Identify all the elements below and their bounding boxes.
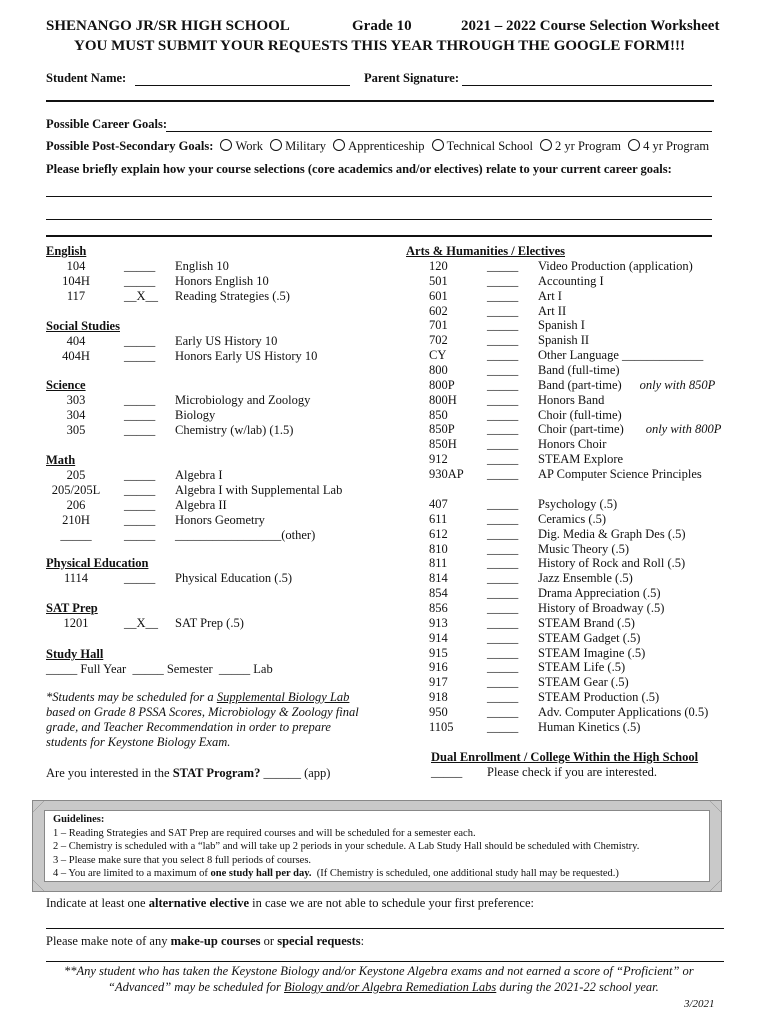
selection-mark[interactable]: __X__ xyxy=(124,616,159,630)
course-name: Other Language _____________ xyxy=(538,348,704,363)
course-name: Honors Band xyxy=(538,392,605,407)
stat-question[interactable] xyxy=(46,766,330,781)
selection-mark[interactable]: _____ xyxy=(487,362,519,377)
course-name: Art II xyxy=(538,303,567,318)
selection-mark[interactable]: _____ xyxy=(487,452,519,467)
course-name: Algebra I with Supplemental Lab xyxy=(175,483,343,497)
course-row xyxy=(0,586,770,601)
course-code: 800H xyxy=(429,392,457,407)
selection-mark[interactable]: _____ xyxy=(124,349,156,363)
course-row xyxy=(0,452,770,467)
course-row xyxy=(0,274,770,289)
course-row xyxy=(0,556,770,571)
selection-mark[interactable]: _____ xyxy=(487,259,519,273)
stat-post: ______ (app) xyxy=(260,766,331,780)
course-name: Ceramics (.5) xyxy=(538,511,607,526)
note-link: Supplemental Biology Lab xyxy=(216,690,350,704)
radio-2yr-program[interactable] xyxy=(540,139,552,151)
course-code: 303 xyxy=(66,393,86,407)
course-code: 913 xyxy=(429,615,448,630)
course-name: Spanish II xyxy=(538,333,590,348)
submit-notice: YOU MUST SUBMIT YOUR REQUESTS THIS YEAR THROUGH THE GOOGLE FORM!!! xyxy=(74,38,685,54)
study-hall-options[interactable]: _____ Full Year _____ Semester _____ Lab xyxy=(46,662,273,676)
selection-mark[interactable]: _____ xyxy=(124,274,156,288)
course-name: SAT Prep (.5) xyxy=(175,616,244,630)
selection-mark[interactable]: _____ xyxy=(487,660,519,675)
note-post: based on Grade 8 PSSA Scores, Microbiology & Zoology final grade, and Teacher Recommendation in order to prepare students for Keystone Biology Exam. xyxy=(46,705,359,749)
course-name: Honors Choir xyxy=(538,437,607,452)
course-code: 404H xyxy=(62,349,90,363)
science-section-title: Science xyxy=(46,378,86,392)
option-military: Military xyxy=(285,139,327,153)
selection-mark[interactable]: _____ xyxy=(124,498,156,512)
course-code: 914 xyxy=(429,630,448,645)
course-name: Drama Appreciation (.5) xyxy=(538,586,661,601)
course-name: History of Broadway (.5) xyxy=(538,600,665,615)
course-row xyxy=(0,571,770,586)
selection-mark[interactable]: _____ xyxy=(124,259,156,273)
guidelines-title: Guidelines: xyxy=(53,814,105,825)
course-row xyxy=(0,720,770,735)
course-code: 915 xyxy=(429,645,448,660)
guidelines-box xyxy=(32,800,722,892)
course-code: 104 xyxy=(66,259,86,273)
sat-section-title: SAT Prep xyxy=(46,601,98,615)
radio-technical-school[interactable] xyxy=(432,139,444,151)
selection-mark[interactable]: _____ xyxy=(124,393,156,407)
course-code: 702 xyxy=(429,333,448,348)
keystone-note-1: **Any student who has taken the Keystone Biology and/or Keystone Algebra exams and not earned a score of “Proficient” or xyxy=(64,964,694,978)
selection-mark[interactable]: _____ xyxy=(487,437,519,452)
course-row xyxy=(0,646,770,661)
course-row xyxy=(0,378,770,393)
course-code: 404 xyxy=(66,334,86,348)
course-code: 304 xyxy=(66,408,86,422)
selection-mark[interactable]: _____ xyxy=(487,348,519,363)
course-name: STEAM Gadget (.5) xyxy=(538,630,641,645)
course-name: Accounting I xyxy=(538,273,604,288)
alternative-elective-prompt: Indicate at least one alternative elective in case we are not able to schedule your first preference: xyxy=(46,896,534,910)
keystone-note-2: “Advanced” may be scheduled for Biology and/or Algebra Remediation Labs during the 2021-22 school year. xyxy=(108,980,659,994)
course-name: Early US History 10 xyxy=(175,334,278,348)
option-4yr-program: 4 yr Program xyxy=(643,139,710,153)
selection-mark[interactable]: _____ xyxy=(487,719,519,734)
alternative-elective-field[interactable] xyxy=(46,928,724,929)
math-section-title: Math xyxy=(46,453,76,467)
pe-section-title: Physical Education xyxy=(46,556,149,570)
course-code: 1201 xyxy=(63,616,89,630)
selection-mark[interactable]: _____ xyxy=(487,600,519,615)
course-name: _________________(other) xyxy=(175,528,316,542)
course-row xyxy=(0,363,770,378)
course-name: Algebra I xyxy=(175,468,223,482)
course-name: AP Computer Science Principles xyxy=(538,466,702,481)
course-row xyxy=(0,422,770,437)
dual-mark[interactable]: _____ xyxy=(431,765,463,779)
english-section-title: English xyxy=(46,244,87,258)
course-code: 120 xyxy=(429,259,448,273)
selection-mark[interactable]: _____ xyxy=(487,377,519,392)
radio-work[interactable] xyxy=(220,139,232,151)
career-goals-field[interactable] xyxy=(166,131,712,132)
course-name: STEAM Production (.5) xyxy=(538,690,660,705)
course-row xyxy=(0,616,770,631)
selection-mark[interactable]: _____ xyxy=(124,513,156,527)
post-secondary-row xyxy=(46,139,709,154)
course-code: 104H xyxy=(62,274,90,288)
option-technical-school: Technical School xyxy=(446,139,533,153)
student-name-label: Student Name: xyxy=(46,71,127,85)
course-code: 856 xyxy=(429,600,448,615)
course-row xyxy=(0,333,770,348)
selection-mark[interactable]: _____ xyxy=(487,273,519,288)
course-name: Music Theory (.5) xyxy=(538,541,630,556)
divider xyxy=(46,100,714,102)
guideline-item: 4 – You are limited to a maximum of one study hall per day. (If Chemistry is scheduled, one additional study hall may be requested.) xyxy=(53,868,619,879)
parent-signature-label: Parent Signature: xyxy=(364,71,460,85)
course-row xyxy=(0,393,770,408)
course-row xyxy=(0,289,770,304)
course-note: only with 800P xyxy=(645,422,722,437)
option-2yr-program: 2 yr Program xyxy=(555,139,622,153)
course-row xyxy=(0,601,770,616)
course-row xyxy=(0,705,770,720)
course-name: Jazz Ensemble (.5) xyxy=(538,571,633,586)
course-code: 912 xyxy=(429,452,448,467)
selection-mark[interactable]: _____ xyxy=(124,571,156,585)
course-code: 205 xyxy=(66,468,86,482)
course-code: 407 xyxy=(429,497,448,511)
course-code: 811 xyxy=(429,556,448,571)
course-row xyxy=(0,527,770,542)
dual-text: Please check if you are interested. xyxy=(487,765,658,779)
course-row xyxy=(0,690,770,705)
course-name: Band (full-time) xyxy=(538,362,620,377)
guideline-item: 2 – Chemistry is scheduled with a “lab” and will take up 2 periods in your schedule. A Lab Study Hall should be scheduled with Chemistry. xyxy=(53,841,640,852)
student-name-field[interactable] xyxy=(135,85,350,86)
course-name: STEAM Brand (.5) xyxy=(538,615,635,630)
course-code: 1105 xyxy=(429,719,454,734)
selection-mark[interactable]: _____ xyxy=(124,408,156,422)
course-code: 800P xyxy=(429,377,455,392)
course-name: Biology xyxy=(175,408,216,422)
course-row xyxy=(0,631,770,646)
revision-date: 3/2021 xyxy=(684,998,715,1010)
course-row xyxy=(0,675,770,690)
selection-mark[interactable]: _____ xyxy=(124,423,156,437)
stat-program: STAT Program? xyxy=(172,766,261,780)
guideline-item: 3 – Please make sure that you select 8 full periods of courses. xyxy=(53,854,312,866)
course-name: Choir (full-time) xyxy=(538,407,622,422)
selection-mark[interactable]: _____ xyxy=(487,526,519,541)
parent-signature-field[interactable] xyxy=(462,85,712,86)
selection-mark[interactable]: _____ xyxy=(487,556,519,571)
course-name: Dig. Media & Graph Des (.5) xyxy=(538,526,686,541)
course-row xyxy=(0,542,770,557)
course-name: English 10 xyxy=(175,259,229,273)
selection-mark[interactable]: _____ xyxy=(487,466,519,481)
course-name: Band (part-time) xyxy=(538,377,622,392)
course-row xyxy=(0,483,770,498)
selection-mark[interactable]: _____ xyxy=(487,333,519,348)
course-name: Adv. Computer Applications (0.5) xyxy=(538,704,709,719)
course-name: Psychology (.5) xyxy=(538,497,618,511)
course-name: History of Rock and Roll (.5) xyxy=(538,556,686,571)
course-code: 1114 xyxy=(63,571,89,585)
selection-mark[interactable]: _____ xyxy=(487,288,519,303)
course-note: only with 850P xyxy=(639,377,716,392)
course-code: 701 xyxy=(429,318,448,333)
course-code: 206 xyxy=(66,498,86,512)
selection-mark[interactable]: _____ xyxy=(487,704,519,719)
course-row xyxy=(0,437,770,452)
course-name: Reading Strategies (.5) xyxy=(175,289,290,303)
selection-mark[interactable]: __X__ xyxy=(124,289,159,303)
selection-mark[interactable]: _____ xyxy=(487,511,519,526)
selection-mark[interactable]: _____ xyxy=(487,615,519,630)
arts-title: Arts & Humanities / Electives xyxy=(406,244,566,258)
selection-mark[interactable]: _____ xyxy=(487,407,519,422)
course-name: STEAM Imagine (.5) xyxy=(538,645,646,660)
course-code: 854 xyxy=(429,586,448,601)
course-name: STEAM Gear (.5) xyxy=(538,675,629,690)
course-row xyxy=(0,497,770,512)
dual-enrollment-title: Dual Enrollment / College Within the High School xyxy=(431,750,699,764)
grade-label: Grade 10 xyxy=(352,18,412,34)
career-goals-label: Possible Career Goals: xyxy=(46,117,168,131)
radio-apprenticeship[interactable] xyxy=(333,139,345,151)
study-hall-title: Study Hall xyxy=(46,647,104,661)
course-row xyxy=(0,512,770,527)
selection-mark[interactable]: _____ xyxy=(487,630,519,645)
course-code: 950 xyxy=(429,704,448,719)
course-code: 850P xyxy=(429,422,455,437)
note-pre: *Students may be scheduled for a xyxy=(46,690,217,704)
course-name: Honors English 10 xyxy=(175,274,269,288)
course-code: 850 xyxy=(429,407,448,422)
post-secondary-label: Possible Post-Secondary Goals: xyxy=(46,139,214,153)
course-name: STEAM Life (.5) xyxy=(538,660,626,675)
option-work: Work xyxy=(235,139,263,153)
selection-mark[interactable]: _____ xyxy=(487,392,519,407)
guidelines-content xyxy=(44,810,710,882)
course-name: Honors Geometry xyxy=(175,513,265,527)
course-code: 210H xyxy=(62,513,90,527)
course-code: 612 xyxy=(429,526,448,541)
course-name: Choir (part-time) xyxy=(538,422,624,437)
course-row xyxy=(0,348,770,363)
course-row xyxy=(0,467,770,482)
selection-mark[interactable]: _____ xyxy=(487,571,519,586)
course-row xyxy=(0,304,770,319)
course-name: Physical Education (.5) xyxy=(175,571,292,585)
course-name: Human Kinetics (.5) xyxy=(538,719,641,734)
selection-mark[interactable]: _____ xyxy=(124,528,156,542)
course-name: Algebra II xyxy=(175,498,227,512)
course-code: 810 xyxy=(429,541,448,556)
course-row xyxy=(0,318,770,333)
radio-military[interactable] xyxy=(270,139,282,151)
makeup-prompt: Please make note of any make-up courses or special requests: xyxy=(46,934,365,948)
course-code: 814 xyxy=(429,571,448,586)
course-code: 117 xyxy=(66,289,86,303)
radio-4yr-program[interactable] xyxy=(628,139,640,151)
course-name: Art I xyxy=(538,288,562,303)
course-row xyxy=(0,408,770,423)
school-name: SHENANGO JR/SR HIGH SCHOOL xyxy=(46,18,290,34)
worksheet-title: 2021 – 2022 Course Selection Worksheet xyxy=(461,18,720,34)
course-code: 917 xyxy=(429,675,448,690)
course-name: STEAM Explore xyxy=(538,452,624,467)
explain-line-1[interactable] xyxy=(46,196,712,197)
makeup-field[interactable] xyxy=(46,961,724,962)
option-apprenticeship: Apprenticeship xyxy=(348,139,425,153)
course-code: 305 xyxy=(66,423,86,437)
selection-mark[interactable]: _____ xyxy=(487,318,519,333)
explain-prompt: Please briefly explain how your course selections (core academics and/or electives) relate to your current career goals: xyxy=(46,162,672,176)
selection-mark[interactable]: _____ xyxy=(487,422,519,437)
course-code: 602 xyxy=(429,303,448,318)
divider xyxy=(46,235,712,237)
social-section-title: Social Studies xyxy=(46,319,120,333)
course-name: Honors Early US History 10 xyxy=(175,349,318,363)
guideline-item: 1 – Reading Strategies and SAT Prep are required courses and will be scheduled for a semester each. xyxy=(53,827,476,839)
course-code: 205/205L xyxy=(51,483,101,497)
course-code: 501 xyxy=(429,273,448,288)
course-code: 918 xyxy=(429,690,448,705)
course-name: Spanish I xyxy=(538,318,585,333)
course-code: 850H xyxy=(429,437,457,452)
explain-line-2[interactable] xyxy=(46,219,712,220)
selection-mark[interactable]: _____ xyxy=(124,483,156,497)
course-name: Video Production (application) xyxy=(538,259,693,273)
course-code: CY xyxy=(429,348,447,363)
selection-mark[interactable]: _____ xyxy=(487,690,519,705)
course-code: _____ xyxy=(60,528,92,542)
selection-mark[interactable]: _____ xyxy=(124,468,156,482)
selection-mark[interactable]: _____ xyxy=(487,303,519,318)
course-code: 916 xyxy=(429,660,448,675)
course-row xyxy=(0,259,770,274)
selection-mark[interactable]: _____ xyxy=(124,334,156,348)
selection-mark[interactable]: _____ xyxy=(487,675,519,690)
course-code: 800 xyxy=(429,362,448,377)
stat-pre: Are you interested in the xyxy=(46,766,173,780)
course-code: 611 xyxy=(429,511,448,526)
selection-mark[interactable]: _____ xyxy=(487,497,519,511)
course-name: Chemistry (w/lab) (1.5) xyxy=(175,423,294,437)
selection-mark[interactable]: _____ xyxy=(487,541,519,556)
selection-mark[interactable]: _____ xyxy=(487,586,519,601)
course-name: Microbiology and Zoology xyxy=(175,393,311,407)
course-code: 930AP xyxy=(429,466,464,481)
course-code: 601 xyxy=(429,288,448,303)
selection-mark[interactable]: _____ xyxy=(487,645,519,660)
course-row xyxy=(0,660,770,675)
